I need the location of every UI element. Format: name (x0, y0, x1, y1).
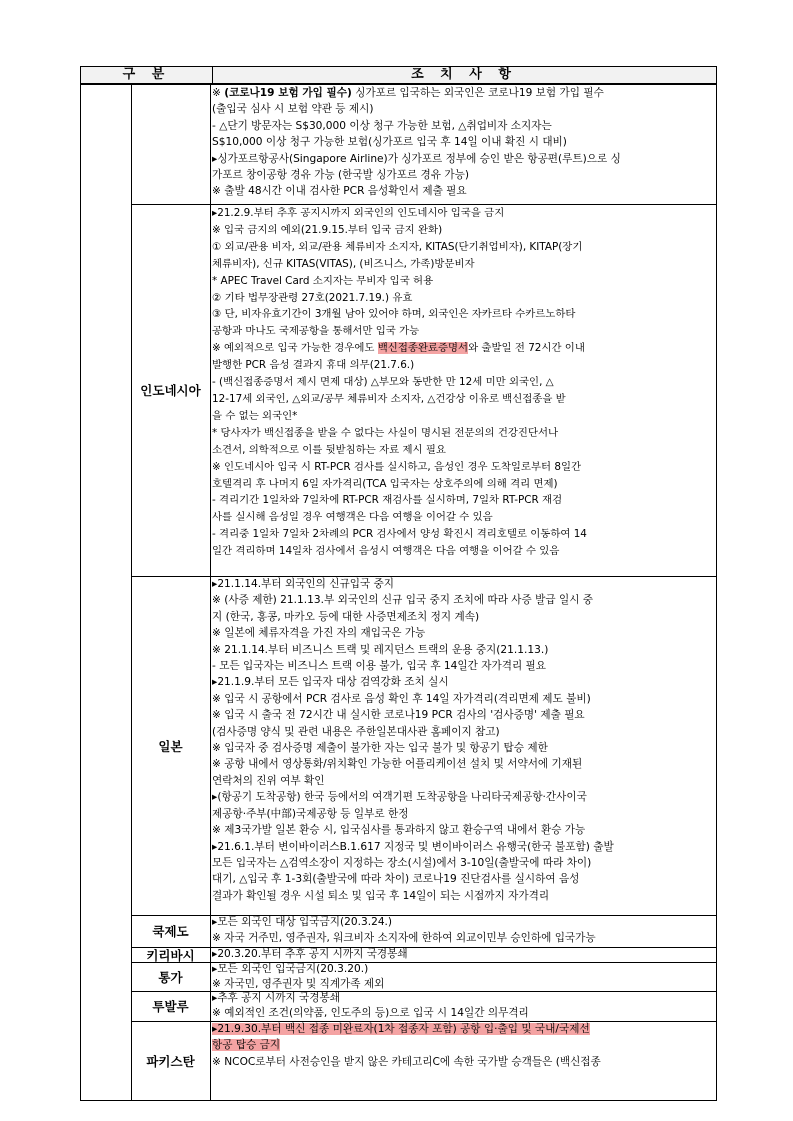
measure-line: ▸모든 외국인 대상 입국금지(20.3.24.) (212, 916, 393, 928)
measure-cell (212, 576, 712, 915)
country-cell (131, 84, 210, 204)
measure-line: ② 기타 법무장관령 27호(2021.7.19.) 유효 (212, 291, 413, 304)
measure-line: - 격리기간 1일차와 7일차에 RT-PCR 재검사를 실시하며, 7일차 RT-PCR 재검 (212, 494, 563, 507)
measure-line: (검사증명 양식 및 관련 내용은 주한일본대사관 홈페이지 참고) (212, 725, 500, 738)
column-divider (210, 84, 211, 1101)
measure-line: 12-17세 외국인, △외교/공무 체류비자 소지자, △건강상 이유로 백신접종을 받 (212, 392, 566, 405)
measure-line: ▸21.6.1.부터 변이바이러스B.1.617 지정국 및 변이바이러스 유행국(한국 불포함) 출발 (212, 840, 614, 853)
measure-line: S$10,000 이상 청구 가능한 보험(싱가포르 입국 후 14일 이내 확진 시 대비) (212, 136, 567, 149)
measure-line: 가포르 창이공항 경유 가능 (한국발 싱가포르 경유 가능) (212, 169, 469, 182)
measure-line: ▸21.2.9.부터 추후 공지시까지 외국인의 인도네시아 입국을 금지 (212, 207, 505, 219)
measure-line: ▸추후 공지 시까지 국경봉쇄 (212, 992, 340, 1004)
measure-cell (212, 85, 712, 204)
measure-cell (212, 205, 712, 576)
highlighted-text: 백신접종완료증명서 (377, 342, 469, 355)
measure-cell (212, 962, 712, 991)
measure-line: ▸모든 외국인 입국금지(20.3.20.) (212, 963, 369, 975)
measure-line: 체류비자), 신규 KITAS(VITAS), (비즈니스, 가족)방문비자 (212, 257, 475, 270)
measure-line: ※ 입국 시 출국 전 72시간 내 실시한 코로나19 PCR 검사의 '검사증명' 제출 필요 (212, 709, 585, 722)
measure-line: ※ NCOC로부터 사전승인을 받지 않은 카테고리C에 속한 국가발 승객들은 (백신접종 (212, 1055, 601, 1068)
measure-line: 공항과 마나도 국제공항을 통해서만 입국 가능 (212, 325, 420, 338)
measure-line: ※ 21.1.14.부터 비즈니스 트랙 및 레지던스 트랙의 운용 중지(21.1.13.) (212, 643, 549, 656)
measure-line: ※ 입국 시 공항에서 PCR 검사로 음성 확인 후 14일 자가격리(격리면제 제도 불비) (212, 692, 591, 705)
measure-line: ※ 인도네시아 입국 시 RT-PCR 검사를 실시하고, 음성인 경우 도착일로부터 8일간 (212, 460, 582, 473)
measure-line: * 당사자가 백신접종을 받을 수 없다는 사실이 명시된 전문의의 건강진단서나 (212, 426, 559, 439)
measure-line: ※ 출발 48시간 이내 검사한 PCR 음성확인서 제출 필요 (212, 185, 467, 198)
measure-line: ※ 자국 거주민, 영주권자, 워크비자 소지자에 한하여 외교이민부 승인하에 입국가능 (212, 931, 596, 944)
measure-cell (212, 947, 712, 962)
measure-line: ▸21.1.9.부터 모든 입국자 대상 검역강화 조치 실시 (212, 676, 449, 689)
measure-line: - △단기 방문자는 S$30,000 이상 청구 가능한 보험, △취업비자 소지자는 (212, 119, 552, 132)
highlighted-text: ▸21.9.30.부터 백신 접종 미완료자(1차 접종자 포함) 공항 입·출입 및 국내/국제선 (212, 1023, 590, 1035)
measure-line (212, 1037, 712, 1053)
measure-line: ▸싱가포르항공사(Singapore Airline)가 싱가포르 정부에 승인 받은 항공편(루트)으로 싱 (212, 152, 621, 165)
highlighted-text: 항공 탑승 금지 (212, 1039, 281, 1052)
measure-line: 호텔격리 후 나머지 6일 자가격리(TCA 입국자는 상호주의에 의해 격리 면제) (212, 477, 558, 490)
measure-line: ① 외교/관용 비자, 외교/관용 체류비자 소지자, KITAS(단기취업비자), KITAP(장기 (212, 240, 583, 253)
country-cell: 파키스탄 (146, 1054, 195, 1069)
measure-line: * APEC Travel Card 소지자는 무비자 입국 허용 (212, 274, 434, 287)
measure-line: ▸20.3.20.부터 추후 공지 시까지 국경봉쇄 (212, 948, 408, 960)
country-cell: 쿡제도 (152, 924, 189, 939)
measure-line: 을 수 없는 외국인* (212, 409, 298, 422)
measure-line: ※ 일본에 체류자격을 가진 자의 재입국은 가능 (212, 627, 426, 640)
measure-line: ※ 입국자 중 검사증명 제출이 불가한 자는 입국 불가 및 항공기 탑승 제한 (212, 742, 548, 755)
country-cell: 투발루 (152, 999, 189, 1014)
measure-line: - 모든 입국자는 비즈니스 트랙 이용 불가, 입국 후 14일간 자가격리 필요 (212, 660, 547, 673)
measure-line: ③ 단, 비자유효기간이 3개월 남아 있어야 하며, 외국인은 자카르타 수카르노하타 (212, 308, 576, 321)
country-cell: 일본 (158, 738, 183, 754)
measure-line: 결과가 확인될 경우 시설 퇴소 및 입국 후 14일이 되는 시점까지 자가격리 (212, 889, 550, 902)
measure-line: - 격리중 1일차 7일차 2차례의 PCR 검사에서 양성 확진시 격리호텔로 이동하여 14 (212, 528, 587, 541)
measure-line: ※ 자국민, 영주권자 및 직계가족 제외 (212, 977, 385, 990)
measure-line: - (백신접종증명서 제시 면제 대상) △부모와 동반한 만 12세 미만 외국인, △ (212, 376, 554, 389)
country-cell: 인도네시아 (140, 383, 201, 398)
measure-line: 일간 격리하며 14일차 검사에서 음성시 여행객은 다음 여행을 이어갈 수 있음 (212, 545, 560, 558)
measure-line: ※ 입국 금지의 예외(21.9.15.부터 입국 금지 완화) (212, 223, 443, 236)
measure-line: (출입국 심사 시 보험 약관 등 제시) (212, 103, 374, 116)
measure-line: 제공항·주부(中部)국제공항 등 일부로 한정 (212, 807, 409, 820)
measure-line: ※ 예외적으로 입국 가능한 경우에도 백신접종완료증명서와 출발일 전 72시간 이내 (212, 342, 585, 355)
measure-cell (212, 991, 712, 1021)
measure-line: 연락처의 진위 여부 확인 (212, 774, 325, 787)
measure-line: ▸21.1.14.부터 외국인의 신규입국 중지 (212, 578, 395, 590)
measure-line: ※ (사증 제한) 21.1.13.부 외국인의 신규 입국 중지 조치에 따라 사증 발급 일시 중 (212, 594, 594, 607)
measure-line: ※ 예외적인 조건(의약품, 인도주의 등)으로 입국 시 14일간 의무격리 (212, 1007, 529, 1019)
measure-line (212, 1021, 712, 1037)
measure-line: ※ 공항 내에서 영상통화/위치확인 가능한 어플리케이션 설치 및 서약서에 기재된 (212, 758, 583, 771)
country-cell: 통가 (158, 969, 183, 985)
measure-line: 모든 입국자는 △검역소장이 지정하는 장소(시설)에서 3-10일(출발국에 따라 차이) (212, 856, 592, 869)
header-measures: 조 치 사 항 (411, 67, 517, 82)
country-cell: 키리바시 (146, 947, 195, 963)
measure-cell (212, 915, 712, 947)
measure-line: 지 (한국, 홍콩, 마카오 등에 대한 사증면제조치 정지 계속) (212, 610, 480, 623)
measure-line: 발행한 PCR 음성 결과지 휴대 의무(21.7.6.) (212, 359, 415, 372)
measure-line: ※ (코로나19 보험 가입 필수) 싱가포르 입국하는 외국인은 코로나19 보험 가입 필수 (212, 87, 604, 99)
measure-line: 소견서, 의학적으로 이를 뒷받침하는 자료 제시 필요 (212, 443, 446, 456)
header-category: 구 분 (81, 67, 213, 83)
measure-line: 사를 실시해 음성일 경우 여행객은 다음 여행을 이어갈 수 있음 (212, 511, 493, 524)
measure-line: ▸(항공기 도착공항) 한국 등에서의 여객기편 도착공항을 나리타국제공항·간사이국 (212, 791, 587, 804)
measure-cell (212, 1021, 712, 1101)
measure-line: 대기, △입국 후 1-3회(출발국에 따라 차이) 코로나19 진단검사를 실시하여 음성 (212, 873, 580, 886)
measure-line: ※ 제3국가발 일본 환승 시, 입국심사를 통과하지 않고 환승구역 내에서 환승 가능 (212, 824, 586, 837)
table-header (80, 66, 717, 84)
